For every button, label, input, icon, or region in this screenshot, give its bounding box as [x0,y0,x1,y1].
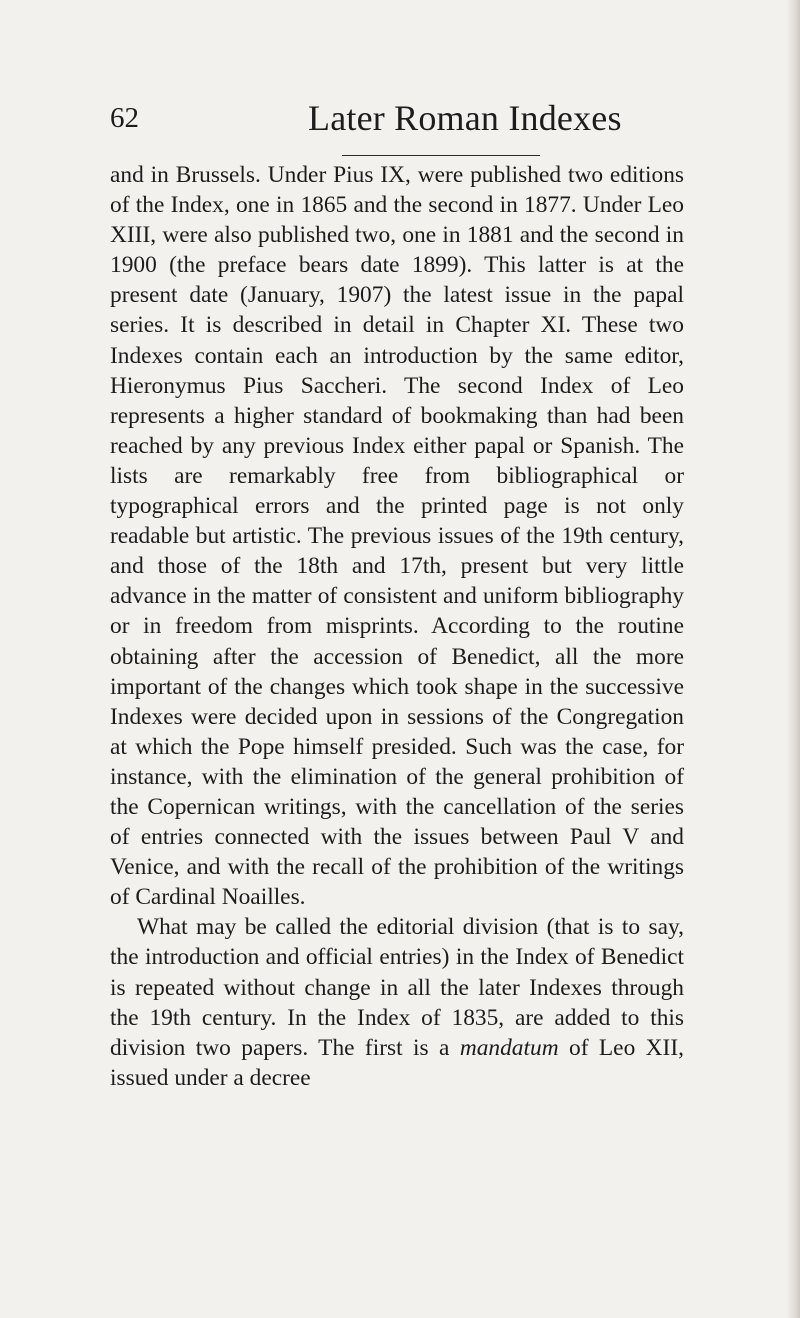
header-rule [342,155,540,156]
running-title: Later Roman Indexes [308,98,622,138]
body-text [110,160,684,1093]
paragraph-2-text-end: of Leo XII, issued under a decree [110,1034,684,1091]
paragraph-1: and in Brussels. Under Pius IX, were published two editions of the Index, one in 1865 and the second in 1877. Under Leo XIII, were also published two, one in 1881 and the second in 1900 (the preface bears date 1899). This latter is at the present date (January, 1907) the latest issue in the papal series. It is described in detail in Chapter XI. These two Indexes contain each an introduction by the same editor, Hieronymus Pius Saccheri. The second Index of Leo represents a higher standard of bookmaking than had been reached by any previous Index either papal or Spanish. The lists are remarkably free from bibliographical or typographical errors and the printed page is not only readable but artistic. The previous issues of the 19th century, and those of the 18th and 17th, present but very little advance in the matter of consistent and uniform bibliography or in freedom from misprints. According to the routine obtaining after the accession of Benedict, all the more important of the changes which took shape in the successive Indexes were decided upon in sessions of the Congregation at which the Pope himself presided. Such was the case, for instance, with the elimination of the general prohibition of the Copernican writings, with the cancellation of the series of entries connected with the issues between Paul V and Venice, and with the recall of the prohibition of the writings of Cardinal Noailles. [110,162,684,911]
italic-term: mandatum [459,1034,559,1061]
paragraph-2-text-start: What may be called the editorial division (that is to say, the introduction and official entries) in the Index of Benedict is repeated without change in all the later Indexes through the 19th century. In the Index of 1835, are added to this division two papers. The first is a [110,914,684,1061]
page-number: 62 [110,102,139,134]
page-edge-shadow [786,0,800,1318]
paragraph-2 [110,912,684,1093]
